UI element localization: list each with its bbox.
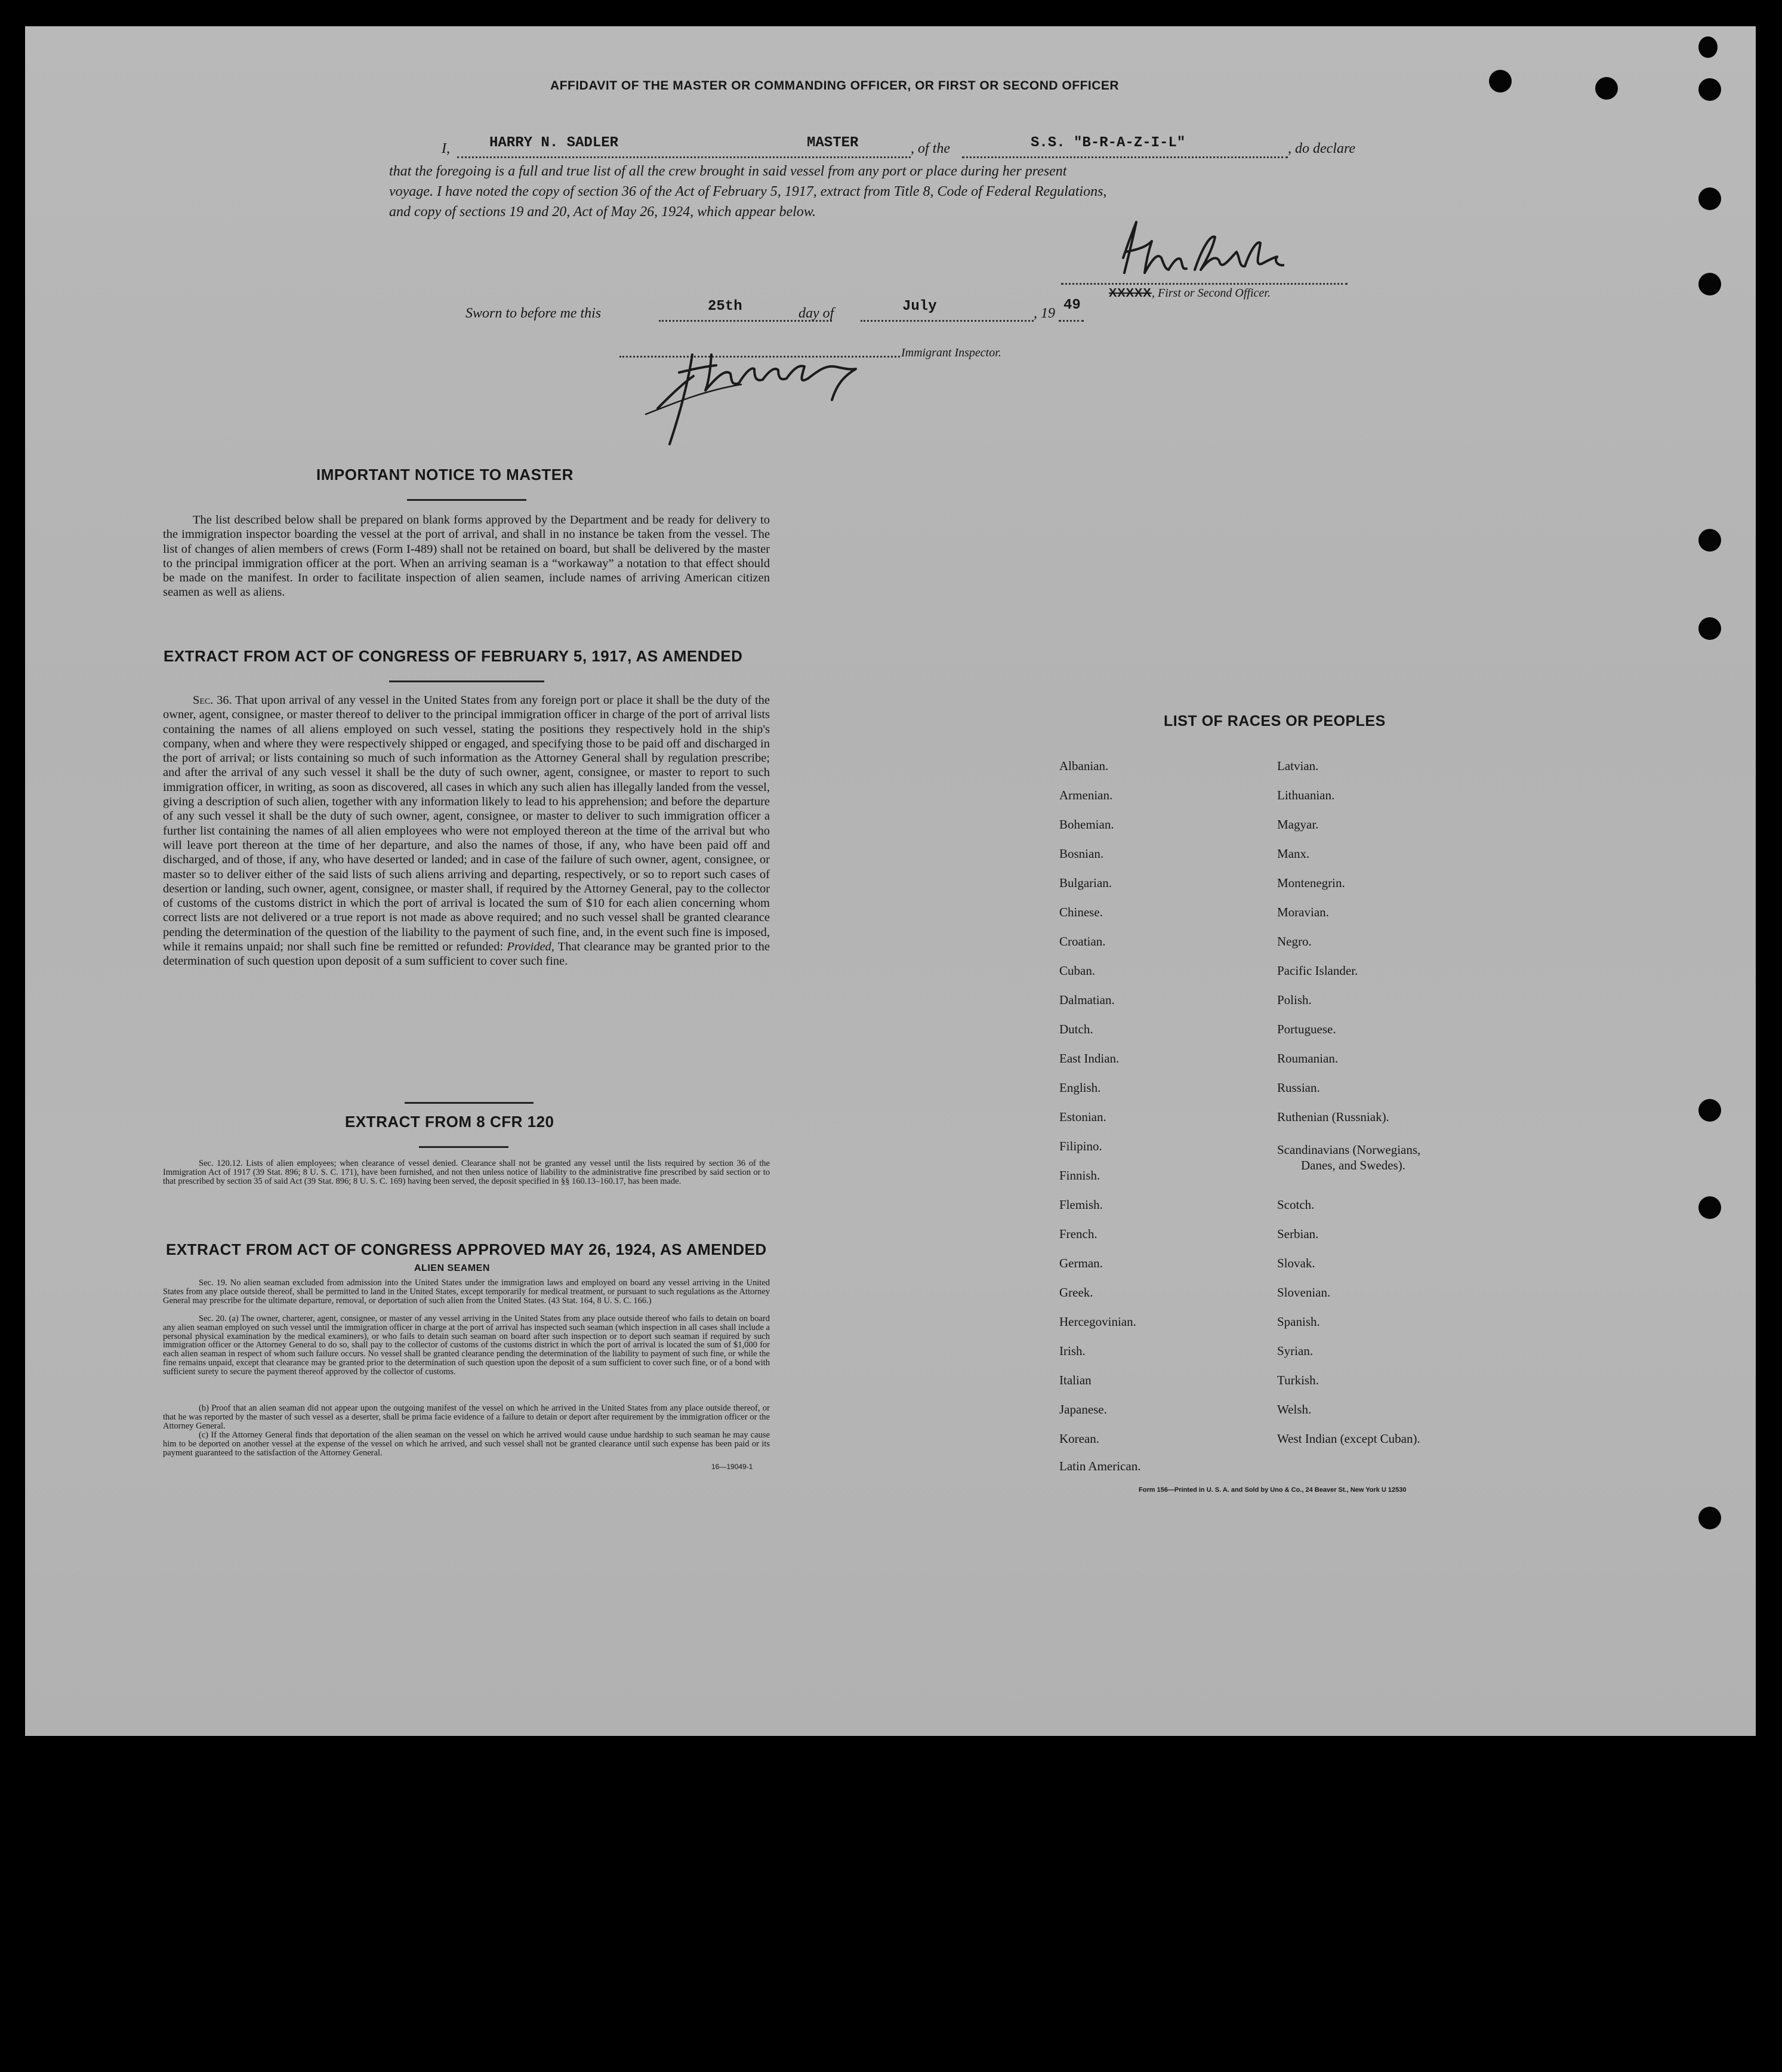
race-item: Estonian. xyxy=(1059,1110,1106,1124)
sworn-day: 25th xyxy=(708,298,742,315)
affidavit-title: AFFIDAVIT OF THE MASTER OR COMMANDING OFFICER, OR FIRST OR SECOND OFFICER xyxy=(550,79,1120,93)
sworn-month: July xyxy=(902,298,937,315)
race-item: Ruthenian (Russniak). xyxy=(1277,1110,1389,1124)
race-item: Japanese. xyxy=(1059,1402,1107,1417)
race-item: Dutch. xyxy=(1059,1022,1093,1036)
punch-hole xyxy=(1698,187,1721,210)
punch-hole xyxy=(1698,1507,1721,1529)
alien-seamen-subheading: ALIEN SEAMEN xyxy=(414,1263,490,1273)
race-item: Irish. xyxy=(1059,1344,1086,1358)
race-item: German. xyxy=(1059,1256,1103,1270)
race-item: East Indian. xyxy=(1059,1051,1120,1066)
sec-36-body-a: That upon arrival of any vessel in the United States from any foreign port or place it shall be the duty of the owner, agent, consignee, or master thereof to deliver to the principal immigration officer in charge of the port of arrival lists containing the names of all aliens employed on such vessel, stating the positions they respectively hold in the ship's company, when and where they were respectively shipped or engaged, and specifying those to be paid off and discharged in the port of arrival; or lists containing so much of such information as the Attorney General shall by regulation prescribe; and after the arrival of any such vessel it shall be the duty of such owner, agent, consignee, or master to report to such immigration officer, in writing, as soon as discovered, all cases in which any such alien has illegally landed from the vessel, giving a description of such alien, together with any information likely to lead to his apprehension; and before the departure of any such vessel it shall be the duty of such owner, agent, consignee, or master to deliver to such immigration officer a further list containing the names of all alien employees who were not employed thereon at the time of the arrival but who will leave port thereon at the time of her departure, and also the names of those, if any, who have been paid off and discharged, and of those, if any, who have deserted or landed; and in case of the failure of such owner, agent, consignee, or master so to deliver either of the said lists of such aliens arriving and departing, respectively, or so to report such cases of desertion or landing, such owner, agent, consignee, or master shall, if required by the Attorney General, pay to the collector of customs of the customs district in which the port of arrival is located the sum of $10 for each alien concerning whom correct lists are not delivered or a true report is not made as above required; and no such vessel shall be granted clearance pending the determination of the question of the liability to the payment of such fine, and, in the event such fine is imposed, while it remains unpaid; nor shall such fine be remitted or refunded: xyxy=(163,694,770,954)
race-item: Polish. xyxy=(1277,993,1312,1007)
race-item: Syrian. xyxy=(1277,1344,1314,1358)
race-item: Bosnian. xyxy=(1059,846,1104,861)
punch-hole xyxy=(1489,70,1512,93)
sec-36-body-b: That clearance may be granted prior to the determination of such question upon deposit of a sum sufficient to cover such fine. xyxy=(163,940,770,968)
form-code: 16—19049-1 xyxy=(711,1463,753,1471)
race-item: Turkish. xyxy=(1277,1373,1319,1387)
race-item: Roumanian. xyxy=(1277,1051,1339,1066)
race-item: Russian. xyxy=(1277,1080,1320,1095)
vessel-name: S.S. "B-R-A-Z-I-L" xyxy=(1031,135,1186,151)
race-item: Pacific Islander. xyxy=(1277,963,1358,978)
punch-hole xyxy=(1698,78,1721,101)
race-item: Bohemian. xyxy=(1059,817,1114,832)
race-item: Manx. xyxy=(1277,846,1310,861)
race-item: Danes, and Swedes). xyxy=(1301,1158,1405,1172)
day-of-label: day of xyxy=(798,306,834,321)
race-item: Latvian. xyxy=(1277,759,1319,773)
race-item: Spanish. xyxy=(1277,1314,1320,1329)
race-item: Portuguese. xyxy=(1277,1022,1336,1036)
race-item: Greek. xyxy=(1059,1285,1093,1300)
race-item: Croatian. xyxy=(1059,934,1106,949)
declaration-line-2: voyage. I have noted the copy of section 36 of the Act of February 5, 1917, extract from Title 8, Code of Federal Regulations, xyxy=(389,184,1107,199)
race-item: Magyar. xyxy=(1277,817,1319,832)
race-item: Albanian. xyxy=(1059,759,1109,773)
race-item: Chinese. xyxy=(1059,905,1103,919)
race-item: Negro. xyxy=(1277,934,1312,949)
race-item: Welsh. xyxy=(1277,1402,1312,1417)
race-item: Filipino. xyxy=(1059,1139,1102,1153)
race-item: Korean. xyxy=(1059,1431,1100,1446)
master-name: HARRY N. SADLER xyxy=(489,135,619,151)
race-item: Bulgarian. xyxy=(1059,876,1112,890)
race-item: Hercegovinian. xyxy=(1059,1314,1136,1329)
punch-hole xyxy=(1595,77,1618,100)
race-item: Serbian. xyxy=(1277,1227,1319,1241)
notice-heading: IMPORTANT NOTICE TO MASTER xyxy=(316,466,574,484)
race-item: Moravian. xyxy=(1277,905,1329,919)
master-signature xyxy=(1087,216,1284,294)
race-item: English. xyxy=(1059,1080,1101,1095)
race-item: Flemish. xyxy=(1059,1197,1103,1212)
declaration-line-1: that the foregoing is a full and true list of all the crew brought in said vessel from any port or place during her present xyxy=(389,164,1067,179)
sec-36-provided: Provided, xyxy=(507,940,554,954)
punch-hole xyxy=(1698,273,1721,295)
race-item: Latin American. xyxy=(1059,1459,1141,1473)
year-prefix: , 19 xyxy=(1034,306,1055,321)
sec-20b-text: (b) Proof that an alien seaman did not appear upon the outgoing manifest of the vessel on which he arrived in the United States from any place outside thereof, or that he was reported by the master of such vessel as a deserter, shall be prima facie evidence of a failure to detain or deport after requirement by the immigration officer or the Attorney General. xyxy=(163,1403,770,1431)
punch-hole xyxy=(1698,1196,1721,1219)
race-item: Slovak. xyxy=(1277,1256,1315,1270)
master-rank: MASTER xyxy=(807,135,859,151)
race-item: Dalmatian. xyxy=(1059,993,1115,1007)
sworn-year: 49 xyxy=(1063,297,1081,313)
race-item: Scotch. xyxy=(1277,1197,1315,1212)
notice-text: The list described below shall be prepared on blank forms approved by the Department and be ready for delivery to the immigration inspector boarding the vessel at the port of arrival, and shall in no instance be taken from the vessel. The list of changes of alien members of crews (Form I-489) shall not be retained on board, but shall be delivered by the master to the principal immigration officer at the port. When an arriving seaman is a “workaway” a notation to that effect should be made on the manifest. In order to facilitate inspection of alien seamen, include names of arriving American citizen seamen as well as aliens. xyxy=(163,513,770,599)
race-item: Italian xyxy=(1059,1373,1092,1387)
races-heading: LIST OF RACES OR PEOPLES xyxy=(1164,713,1386,729)
document-page xyxy=(25,26,1756,1736)
punch-hole xyxy=(1698,529,1721,552)
inspector-signature xyxy=(622,319,908,450)
race-item: West Indian (except Cuban). xyxy=(1277,1431,1420,1446)
punch-hole xyxy=(1698,617,1721,640)
sworn-prefix: Sworn to before me this xyxy=(465,306,602,321)
sec-20c-text: (c) If the Attorney General finds that deportation of the alien seaman on the vessel on which he arrived would cause undue hardship to such seaman he may cause him to be deported on another vessel at the expense of the vessel on which he arrived, and such vessel shall not be granted clearance until such expense has been paid or its payment guaranteed to the satisfaction of the Attorney General. xyxy=(163,1430,770,1458)
extract-1917-heading: EXTRACT FROM ACT OF CONGRESS OF FEBRUARY 5, 1917, AS AMENDED xyxy=(164,647,743,665)
officer-caption-struck: XXXXX xyxy=(1109,287,1152,300)
cfr-120-12-text: Sec. 120.12. Lists of alien employees; when clearance of vessel denied. Clearance shall not be granted any vessel until the lists required by section 36 of the Immigration Act of 1917 (39 Stat. 896; 8 U. S. C. 171), have been furnished, and not then unless notice of liability to the administrative fine prescribed by said section or to that prescribed by section 35 of said Act (39 Stat. 896; 8 U. S. C. 169) having been served, the deposit specified in §§ 160.13–160.17, has been made. xyxy=(163,1159,770,1186)
race-item: Lithuanian. xyxy=(1277,788,1335,802)
printer-imprint: Form 156—Printed in U. S. A. and Sold by Uno & Co., 24 Beaver St., New York U 12530 xyxy=(1139,1486,1407,1494)
race-item: Montenegrin. xyxy=(1277,876,1345,890)
punch-hole xyxy=(1698,1099,1721,1122)
sec-19-text: Sec. 19. No alien seaman excluded from admission into the United States under the immigration laws and employed on board any vessel arriving in the United States from any place outside thereof, shall be permitted to land in the United States, except temporarily for medical treatment, or pursuant to such regulations as the Attorney General may prescribe for the ultimate departure, removal, or deportation of such alien from the United States. (43 Stat. 164, 8 U. S. C. 166.) xyxy=(163,1278,770,1306)
punch-hole xyxy=(1698,36,1718,58)
declarant-pronoun: I, xyxy=(442,141,450,156)
extract-cfr-heading: EXTRACT FROM 8 CFR 120 xyxy=(345,1113,554,1131)
race-item: Slovenian. xyxy=(1277,1285,1331,1300)
race-item: Scandinavians (Norwegians, xyxy=(1277,1143,1421,1157)
officer-caption: , First or Second Officer. xyxy=(1152,287,1271,300)
inspector-caption: Immigrant Inspector. xyxy=(901,346,1001,359)
race-item: Armenian. xyxy=(1059,788,1113,802)
sec-20a-text: Sec. 20. (a) The owner, charterer, agent, consignee, or master of any vessel arriving in the United States from any place outside thereof who fails to detain on board any alien seaman employed on such vessel until the immigration officer in charge at the port of arrival has inspected such seaman (which inspection in all cases shall include a personal physical examination by the medical examiners), or who fails to detain such seaman on board after such inspection or to deport such seaman if required by such immigration officer or the Attorney General to do so, shall pay to the collector of customs of the customs district in which the port of arrival is located the sum of $1,000 for each alien seaman in respect of whom such failure occurs. No vessel shall be granted clearance pending the determination of the liability to payment of such fine, or while the fine remains unpaid, except that clearance may be granted prior to the determination of such question upon the deposit of a sum sufficient to cover such fine, or of a bond with sufficient surety to secure the payment thereof approved by the collector of customs. xyxy=(163,1314,770,1377)
do-declare-label: , do declare xyxy=(1288,141,1356,156)
race-item: Finnish. xyxy=(1059,1168,1100,1183)
of-the-label: , of the xyxy=(911,141,950,156)
sec-36-label: Sec. 36. xyxy=(193,694,232,707)
sec-36-text xyxy=(163,693,770,969)
declaration-line-3: and copy of sections 19 and 20, Act of May 26, 1924, which appear below. xyxy=(389,204,816,220)
extract-1924-heading: EXTRACT FROM ACT OF CONGRESS APPROVED MAY 26, 1924, AS AMENDED xyxy=(166,1240,767,1258)
race-item: French. xyxy=(1059,1227,1097,1241)
race-item: Cuban. xyxy=(1059,963,1096,978)
